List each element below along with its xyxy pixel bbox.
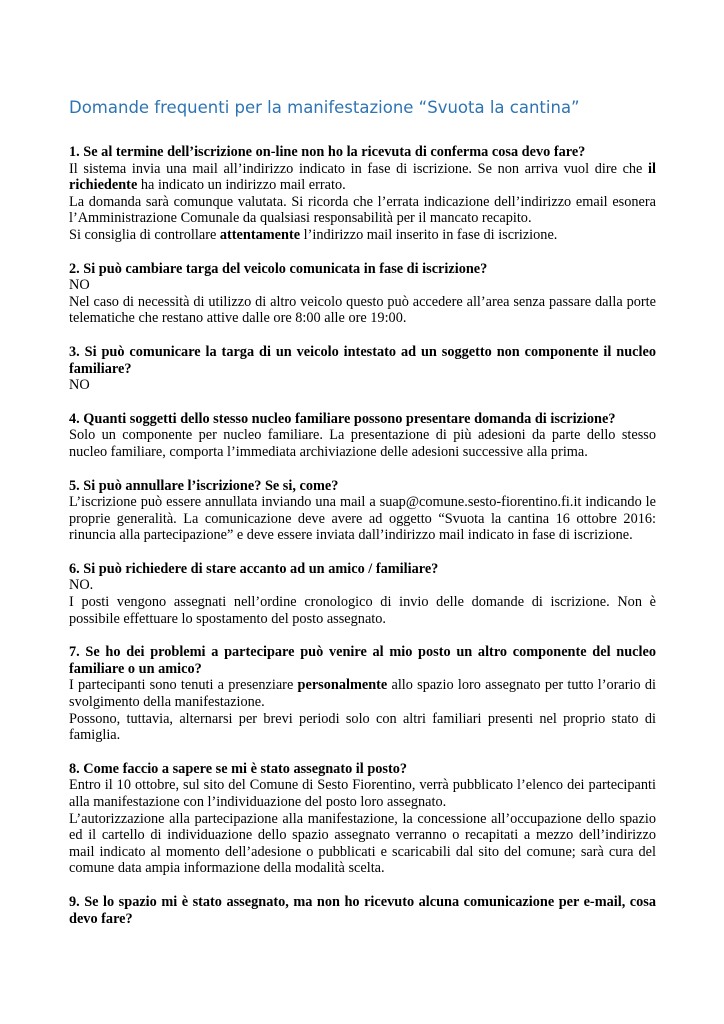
faq-question: 5. Si può annullare l’iscrizione? Se si, come? <box>69 477 339 494</box>
answer-text: allo spazio loro assegnato per tutto l’orario di svolgimento della manifestazione. <box>69 677 656 711</box>
faq-item-2 <box>69 261 656 327</box>
faq-question: 9. Se lo spazio mi è stato assegnato, ma non ho ricevuto alcuna comunicazione per e-mail, cosa devo fare? <box>69 893 656 927</box>
faq-answer: Possono, tuttavia, alternarsi per brevi periodi solo con altri familiari presenti nel proprio stato di famiglia. <box>69 710 656 744</box>
answer-emphasis: personalmente <box>297 677 388 694</box>
answer-emphasis: attentamente <box>219 226 301 243</box>
faq-answer: Entro il 10 ottobre, sul sito del Comune di Sesto Fiorentino, verrà pubblicato l’elenco dei partecipanti alla manifestazione con l’individuazione del posto loro assegnato. <box>69 777 656 810</box>
faq-answer: L’autorizzazione alla partecipazione alla manifestazione, la concessione all’occupazione dello spazio ed il cartello di individuazione dello spazio assegnato verranno o recapitati a mezzo dell’indirizzo mail indicato al momento dell’adesione o pubblicati e scaricabili dal sito del comune; sarà cura del comune data ampia informazione della modalità scelta. <box>69 810 656 877</box>
answer-text: Il sistema invia una mail all’indirizzo indicato in fase di iscrizione. Se non arriva vuol dire che <box>69 160 649 177</box>
faq-answer: NO. <box>69 577 94 594</box>
faq-answer: NO <box>69 377 90 394</box>
document-title: Domande frequenti per la manifestazione “Svuota la cantina” <box>69 98 580 117</box>
answer-text: ha indicato un indirizzo mail errato. <box>137 177 346 194</box>
faq-item-3 <box>69 344 656 394</box>
faq-item-7 <box>69 644 656 744</box>
faq-item-8 <box>69 761 656 877</box>
faq-answer: Nel caso di necessità di utilizzo di altro veicolo questo può accedere all’area senza passare dalla porte telematiche che restano attive dalle ore 8:00 alle ore 19:00. <box>69 293 656 327</box>
answer-text: l’indirizzo mail inserito in fase di iscrizione. <box>300 226 558 243</box>
faq-question: 4. Quanti soggetti dello stesso nucleo familiare possono presentare domanda di iscrizione? <box>69 410 616 427</box>
faq-item-1 <box>69 144 656 244</box>
faq-item-4 <box>69 411 656 461</box>
faq-answer: Solo un componente per nucleo familiare. La presentazione di più adesioni da parte dello stesso nucleo familiare, comporta l’immediata archiviazione delle adesioni successive alla prima. <box>69 427 656 460</box>
faq-answer <box>69 677 656 710</box>
faq-question: 3. Si può comunicare la targa di un veicolo intestato ad un soggetto non componente il nucleo familiare? <box>69 343 656 377</box>
faq-question: 1. Se al termine dell’iscrizione on-line non ho la ricevuta di conferma cosa devo fare? <box>69 144 586 160</box>
faq-answer <box>69 161 656 194</box>
faq-question: 2. Si può cambiare targa del veicolo comunicata in fase di iscrizione? <box>69 260 488 277</box>
faq-item-6 <box>69 561 656 627</box>
faq-item-5 <box>69 478 656 544</box>
answer-emphasis: il richiedente <box>69 160 656 194</box>
faq-answer: L’iscrizione può essere annullata inviando una mail a suap@comune.sesto-fiorentino.fi.it indicando le proprie generalità. La comunicazione deve avere ad oggetto “Svuota la cantina 16 ottobre 2016: rinuncia alla partecipazione” e deve essere inviata dall’indirizzo mail indicato in fase di iscrizione. <box>69 494 656 544</box>
faq-question: 8. Come faccio a sapere se mi è stato assegnato il posto? <box>69 760 408 777</box>
faq-item-9 <box>69 894 656 927</box>
faq-answer: I posti vengono assegnati nell’ordine cronologico di invio delle domande di iscrizione. Non è possibile effettuare lo spostamento del posto assegnato. <box>69 594 656 627</box>
faq-answer: La domanda sarà comunque valutata. Si ricorda che l’errata indicazione dell’indirizzo email esonera l’Amministrazione Comunale da qualsiasi responsabilità per il mancato recapito. <box>69 193 656 227</box>
faq-answer <box>69 227 656 244</box>
faq-question: 6. Si può richiedere di stare accanto ad un amico / familiare? <box>69 560 439 577</box>
faq-answer: NO <box>69 277 90 294</box>
answer-text: I partecipanti sono tenuti a presenziare <box>69 677 298 694</box>
answer-text: Si consiglia di controllare <box>69 226 220 243</box>
document-page <box>69 96 656 944</box>
faq-question: 7. Se ho dei problemi a partecipare può venire al mio posto un altro componente del nucleo familiare o un amico? <box>69 644 656 677</box>
